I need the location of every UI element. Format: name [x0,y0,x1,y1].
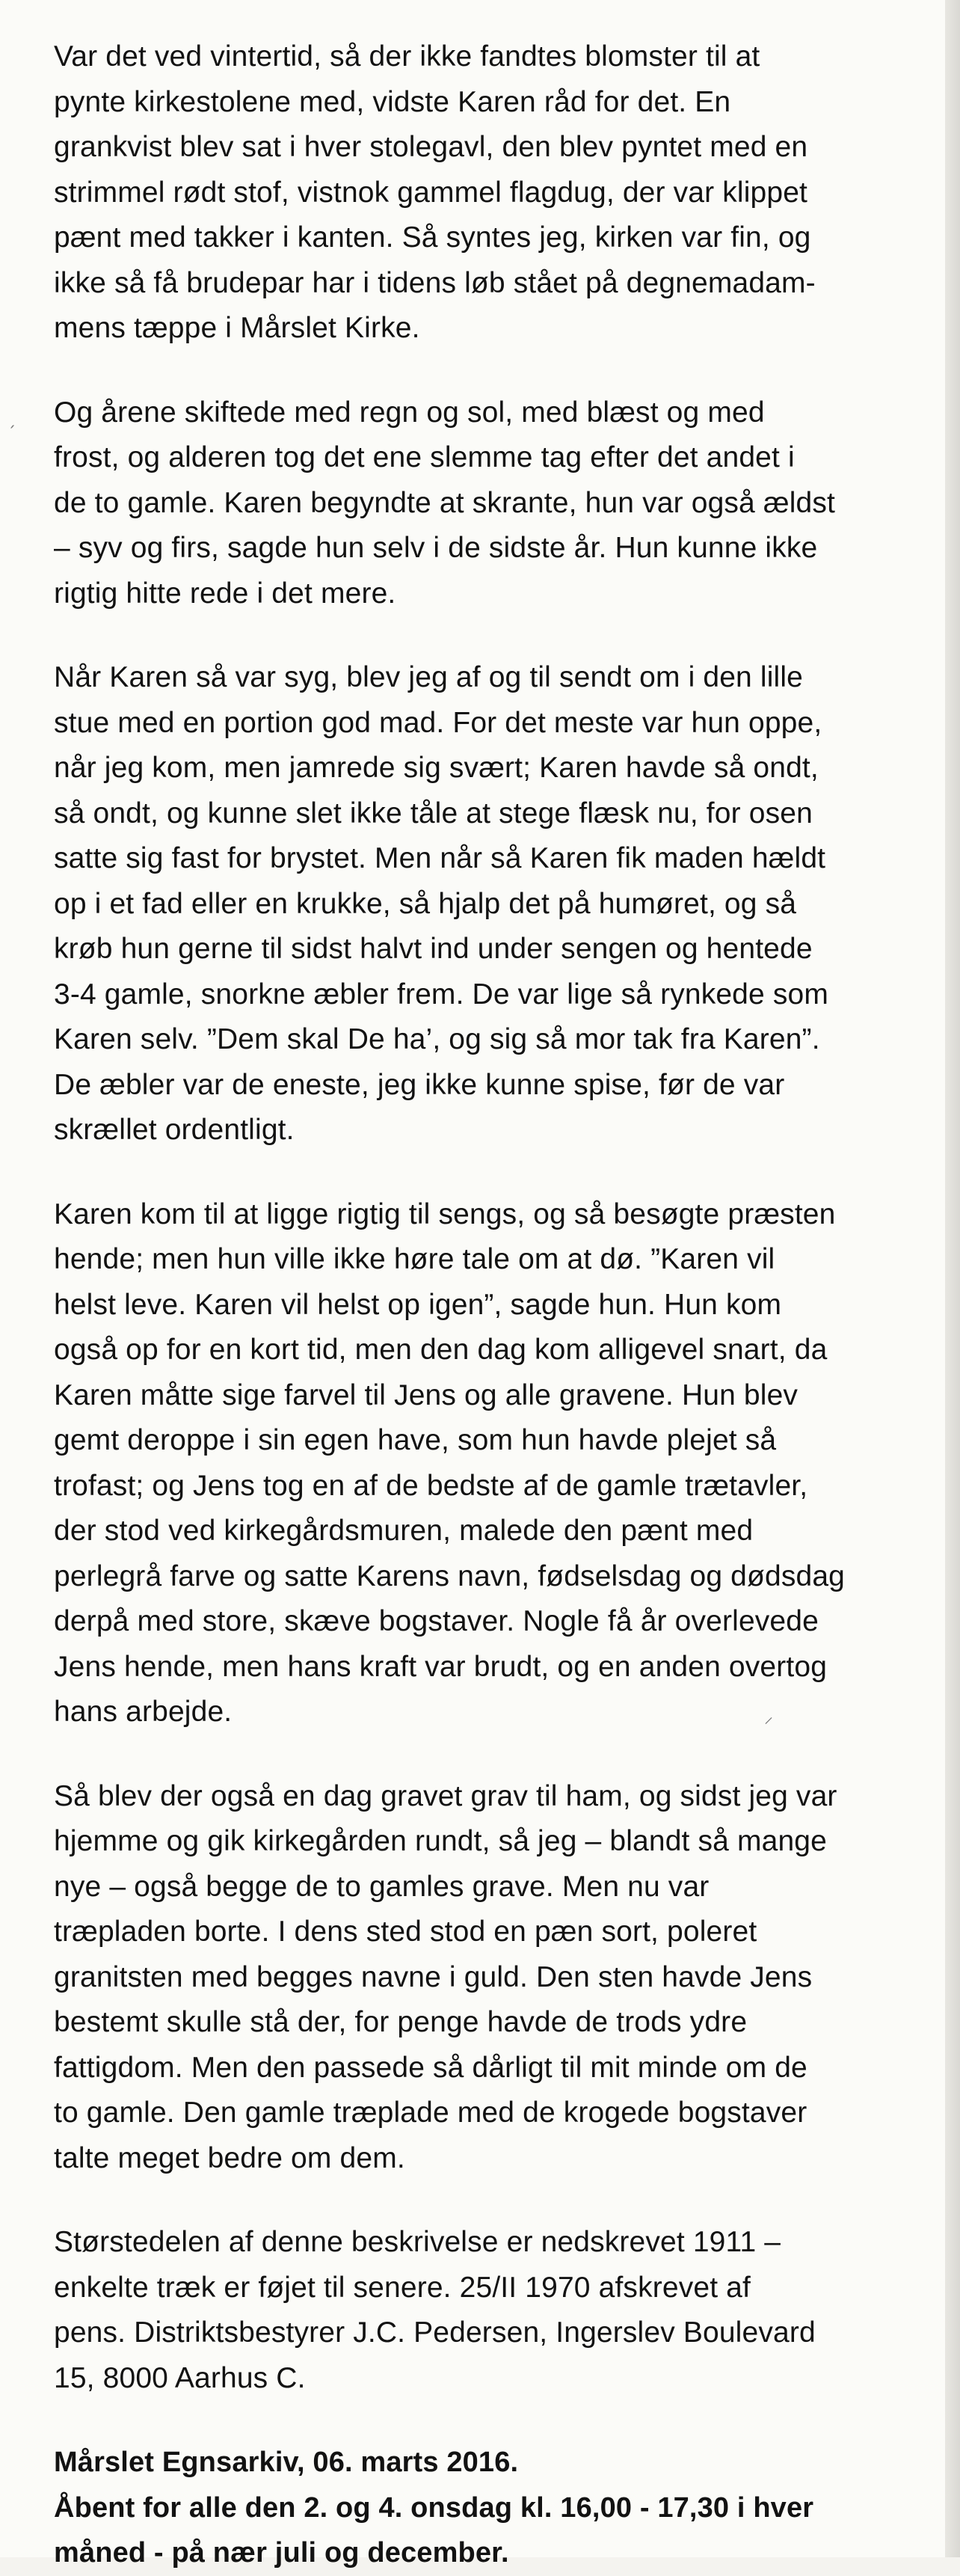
text-line: Størstedelen af denne beskrivelse er nedskrevet 1911 – [54,2226,781,2258]
text-line: 3-4 gamle, snorkne æbler frem. De var lige så rynkede som [54,978,828,1011]
paragraph-4 [54,1192,891,1735]
text-line: der stod ved kirkegårdsmuren, malede den pænt med [54,1515,754,1547]
text-line: skrællet ordentligt. [54,1114,295,1146]
paragraph-6 [54,2220,891,2401]
text-line: nye – også begge de to gamles grave. Men nu var [54,1870,710,1903]
text-line: Og årene skiftede med regn og sol, med blæst og med [54,396,765,429]
text-line: helst leve. Karen vil helst op igen”, sagde hun. Hun kom [54,1288,782,1321]
text-line: Karen selv. ”Dem skal De ha’, og sig så mor tak fra Karen”. [54,1023,820,1055]
text-line: når jeg kom, men jamrede sig svært; Karen havde så ondt, [54,752,819,784]
footer-line: Mårslet Egnsarkiv, 06. marts 2016. [54,2447,519,2478]
text-line: derpå med store, skæve bogstaver. Nogle få år overlevede [54,1605,819,1637]
paragraph-1 [54,34,891,352]
text-line: – syv og firs, sagde hun selv i de sidste år. Hun kunne ikke [54,532,818,564]
text-line: mens tæppe i Mårslet Kirke. [54,312,420,344]
text-line: ikke så få brudepar har i tidens løb stået på degnemadam- [54,266,816,299]
paragraph-3 [54,655,891,1153]
text-line: 15, 8000 Aarhus C. [54,2361,306,2394]
text-line: frost, og alderen tog det ene slemme tag efter det andet i [54,441,795,473]
text-line: fattigdom. Men den passede så dårligt til mit minde om de [54,2051,807,2084]
text-line: stue med en portion god mad. For det meste var hun oppe, [54,706,822,739]
text-line: rigtig hitte rede i det mere. [54,577,396,610]
text-line: Når Karen så var syg, blev jeg af og til sendt om i den lille [54,661,803,693]
text-line: Karen kom til at ligge rigtig til sengs, og så besøgte præsten [54,1197,836,1230]
archive-footer [54,2440,891,2576]
footer-line: måned - på nær juli og december. [54,2537,509,2569]
text-line: hans arbejde. [54,1696,233,1728]
text-line: Jens hende, men hans kraft var brudt, og en anden overtog [54,1650,828,1683]
text-line: op i et fad eller en krukke, så hjalp det på humøret, og så [54,887,797,920]
text-line: krøb hun gerne til sidst halvt ind under sengen og hentede [54,933,813,965]
text-line: pens. Distriktsbestyrer J.C. Pedersen, Ingerslev Boulevard [54,2316,816,2349]
text-line: trofast; og Jens tog en af de bedste af de gamle trætavler, [54,1469,808,1502]
text-line: to gamle. Den gamle træplade med de krogede bogstaver [54,2097,807,2129]
text-line: satte sig fast for brystet. Men når så Karen fik maden hældt [54,842,826,874]
footer-line: Åbent for alle den 2. og 4. onsdag kl. 16,00 - 17,30 i hver [54,2491,814,2524]
text-line: træpladen borte. I dens sted stod en pæn sort, poleret [54,1916,757,1948]
text-line: gemt deroppe i sin egen have, som hun havde plejet så [54,1424,777,1456]
text-line: perlegrå farve og satte Karens navn, fødselsdag og dødsdag [54,1560,846,1592]
paragraph-5 [54,1774,891,2182]
text-line: hende; men hun ville ikke høre tale om at dø. ”Karen vil [54,1243,775,1275]
text-line: strimmel rødt stof, vistnok gammel flagdug, der var klippet [54,176,808,209]
text-line: Karen måtte sige farvel til Jens og alle gravene. Hun blev [54,1379,799,1411]
page-edge [945,0,960,2557]
text-line: grankvist blev sat i hver stolegavl, den blev pyntet med en [54,131,808,163]
scan-speck: ˏ [7,410,16,429]
text-line: Så blev der også en dag gravet grav til ham, og sidst jeg var [54,1779,837,1812]
text-line: hjemme og gik kirkegården rundt, så jeg – blandt så mange [54,1825,827,1857]
text-line: Var det ved vintertid, så der ikke fandtes blomster til at [54,40,760,73]
text-line: granitsten med begges navne i guld. Den sten havde Jens [54,1960,813,1993]
text-line: pænt med takker i kanten. Så syntes jeg, kirken var fin, og [54,221,811,254]
scan-speck: ⸝ [764,1706,773,1727]
paragraph-2 [54,390,891,617]
text-line: talte meget bedre om dem. [54,2141,405,2174]
text-line: også op for en kort tid, men den dag kom alligevel snart, da [54,1334,828,1366]
text-line: så ondt, og kunne slet ikke tåle at stege flæsk nu, for osen [54,797,813,829]
document-body [54,34,891,2576]
text-line: de to gamle. Karen begyndte at skrante, hun var også ældst [54,486,835,519]
text-line: bestemt skulle stå der, for penge havde de trods ydre [54,2006,748,2038]
text-line: pynte kirkestolene med, vidste Karen råd for det. En [54,85,731,118]
text-line: enkelte træk er føjet til senere. 25/II 1970 afskrevet af [54,2271,751,2304]
text-line: De æbler var de eneste, jeg ikke kunne spise, før de var [54,1068,785,1101]
